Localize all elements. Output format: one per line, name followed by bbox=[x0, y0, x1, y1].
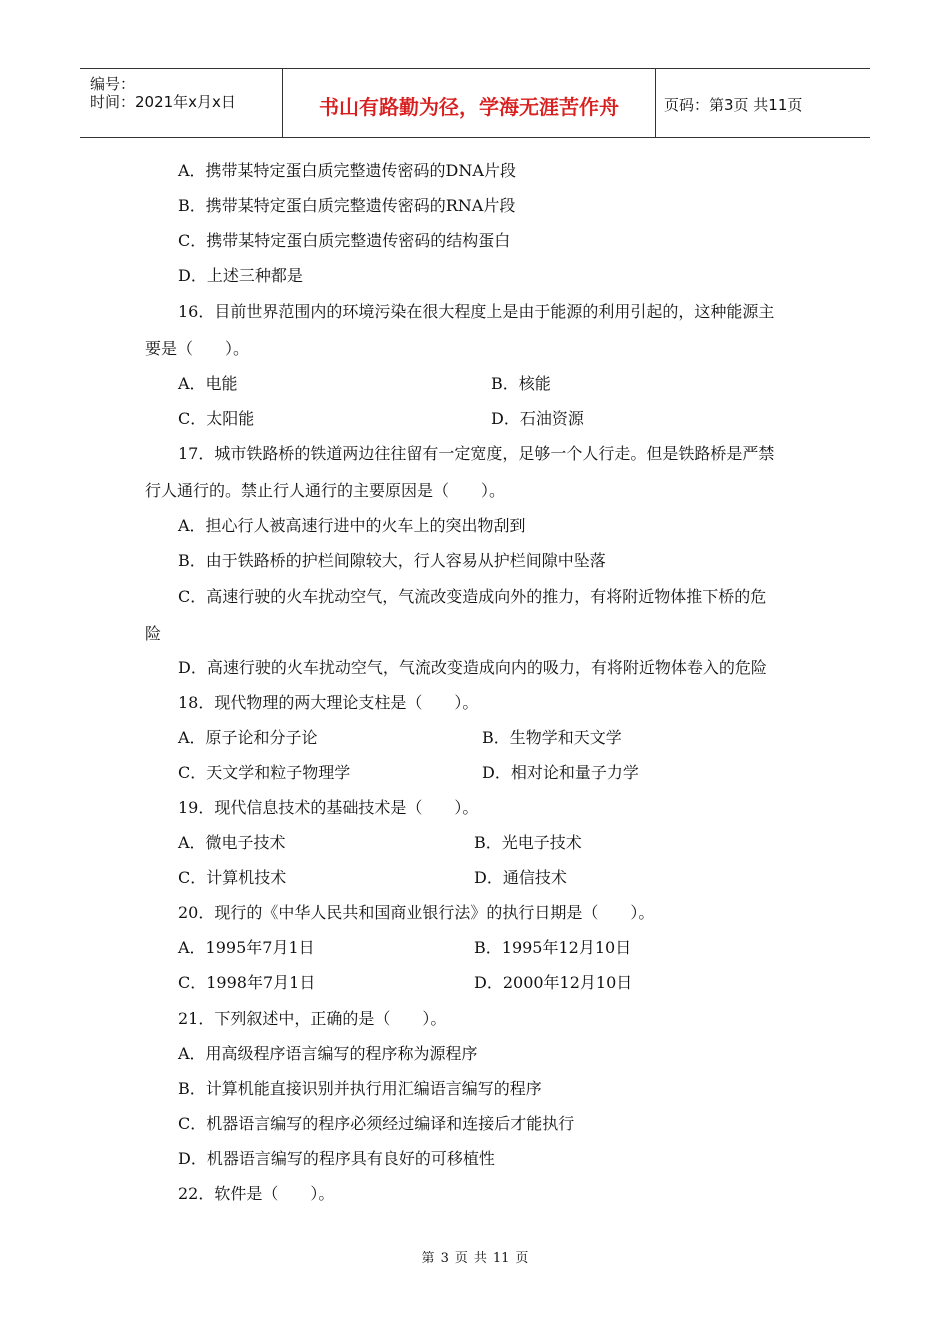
header-page-cell bbox=[655, 69, 870, 137]
text-line: A．1995年7月1日 bbox=[178, 938, 315, 957]
text-line: C．携带某特定蛋白质完整遗传密码的结构蛋白 bbox=[178, 231, 511, 250]
footer-total-pages: 11 bbox=[492, 1251, 510, 1266]
text-line: 19．现代信息技术的基础技术是（ ）。 bbox=[178, 798, 479, 817]
text-line: 16．目前世界范围内的环境污染在很大程度上是由于能源的利用引起的，这种能源主 bbox=[178, 302, 775, 321]
text-line: C．计算机技术 bbox=[178, 868, 287, 887]
text-line: D．相对论和量子力学 bbox=[482, 763, 639, 782]
footer-word: 共 bbox=[473, 1251, 487, 1266]
text-line: 要是（ ）。 bbox=[145, 339, 250, 358]
text-line: A．用高级程序语言编写的程序称为源程序 bbox=[178, 1044, 478, 1063]
footer-word: 第 bbox=[421, 1251, 435, 1266]
footer-page-number: 3 bbox=[440, 1251, 449, 1266]
header-page-label: 页码：第3页 共11页 bbox=[664, 96, 803, 114]
text-line: 21．下列叙述中，正确的是（ ）。 bbox=[178, 1009, 447, 1028]
text-line: A．携带某特定蛋白质完整遗传密码的DNA片段 bbox=[178, 161, 516, 180]
text-line: 行人通行的。禁止行人通行的主要原因是（ ）。 bbox=[145, 481, 506, 500]
text-line: C．1998年7月1日 bbox=[178, 973, 316, 992]
footer-word: 页 bbox=[454, 1251, 468, 1266]
text-line: D．2000年12月10日 bbox=[474, 973, 633, 992]
text-line: A．电能 bbox=[178, 374, 238, 393]
text-line: A．担心行人被高速行进中的火车上的突出物刮到 bbox=[178, 516, 526, 535]
text-line: B．1995年12月10日 bbox=[474, 938, 632, 957]
page-header bbox=[80, 68, 870, 138]
text-line: C．太阳能 bbox=[178, 409, 255, 428]
text-line: C．机器语言编写的程序必须经过编译和连接后才能执行 bbox=[178, 1114, 575, 1133]
text-line: D．机器语言编写的程序具有良好的可移植性 bbox=[178, 1149, 495, 1168]
text-line: D．通信技术 bbox=[474, 868, 567, 887]
text-line: A．微电子技术 bbox=[178, 833, 286, 852]
text-line: D．高速行驶的火车扰动空气，气流改变造成向内的吸力，有将附近物体卷入的危险 bbox=[178, 658, 767, 677]
text-line: 18．现代物理的两大理论支柱是（ ）。 bbox=[178, 693, 479, 712]
text-line: B．由于铁路桥的护栏间隙较大，行人容易从护栏间隙中坠落 bbox=[178, 551, 606, 570]
serial-label: 编号： bbox=[90, 75, 136, 93]
date-label: 时间：2021年x月x日 bbox=[90, 93, 236, 111]
text-line: 22．软件是（ ）。 bbox=[178, 1184, 335, 1203]
text-line: A．原子论和分子论 bbox=[178, 728, 318, 747]
text-line: 17．城市铁路桥的铁道两边往往留有一定宽度，足够一个人行走。但是铁路桥是严禁 bbox=[178, 444, 775, 463]
text-line: D．石油资源 bbox=[491, 409, 584, 428]
text-line: C．高速行驶的火车扰动空气，气流改变造成向外的推力，有将附近物体推下桥的危 bbox=[178, 587, 767, 606]
header-motto-cell bbox=[282, 69, 656, 137]
footer-word: 页 bbox=[515, 1251, 529, 1266]
header-info-cell bbox=[80, 69, 282, 137]
text-line: B．计算机能直接识别并执行用汇编语言编写的程序 bbox=[178, 1079, 542, 1098]
text-line: 20．现行的《中华人民共和国商业银行法》的执行日期是（ ）。 bbox=[178, 903, 655, 922]
text-line: 险 bbox=[145, 624, 162, 643]
text-line: B．核能 bbox=[491, 374, 551, 393]
header-motto: 书山有路勤为径，学海无涯苦作舟 bbox=[319, 95, 619, 119]
text-line: B．生物学和天文学 bbox=[482, 728, 622, 747]
text-line: B．携带某特定蛋白质完整遗传密码的RNA片段 bbox=[178, 196, 516, 215]
text-line: C．天文学和粒子物理学 bbox=[178, 763, 351, 782]
text-line: B．光电子技术 bbox=[474, 833, 582, 852]
page-footer bbox=[0, 1247, 950, 1266]
text-line: D．上述三种都是 bbox=[178, 266, 303, 285]
